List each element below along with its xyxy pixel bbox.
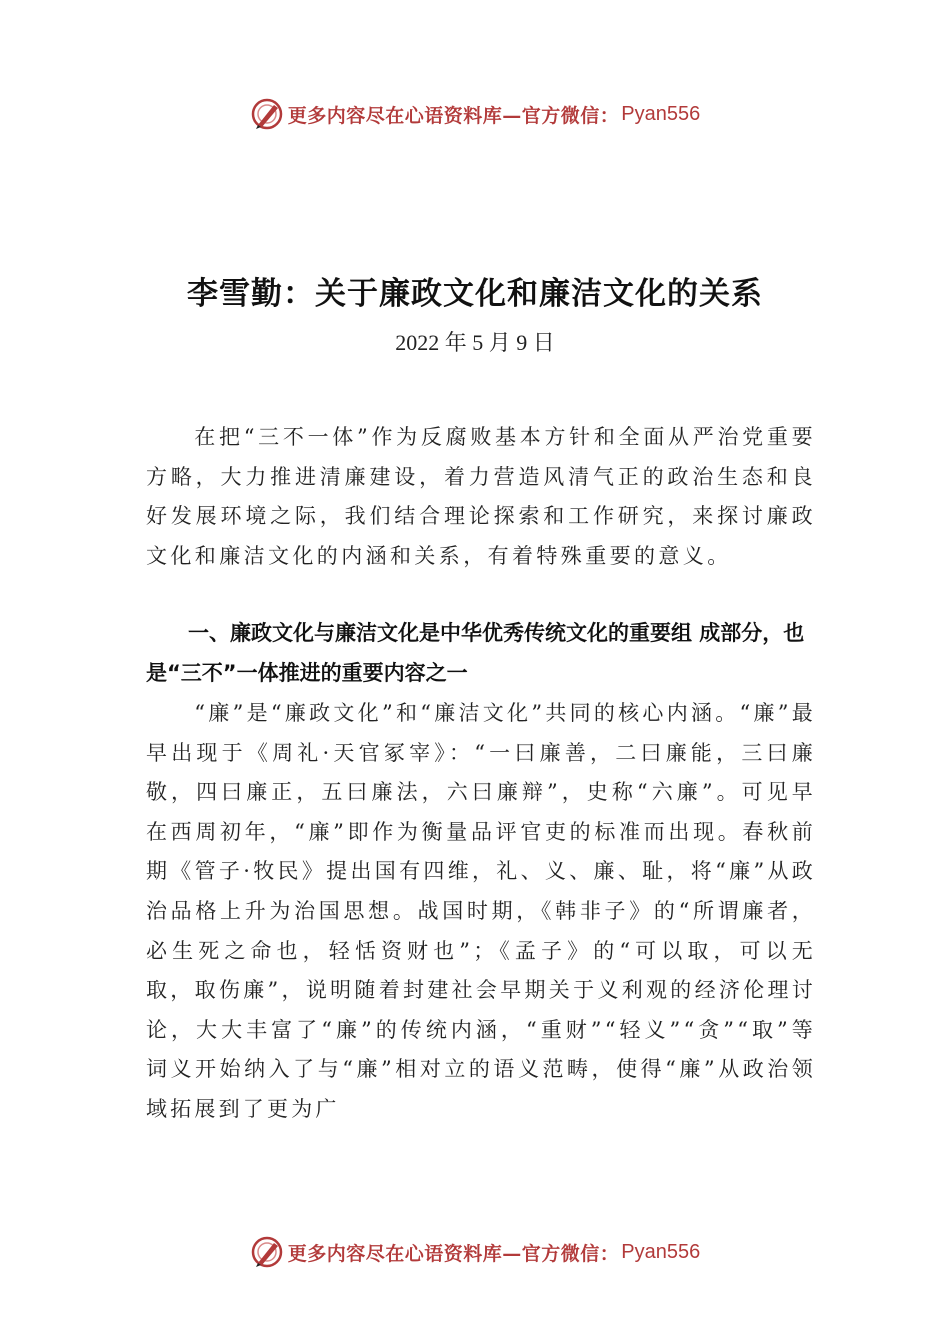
watermark-wechat-id: Pyan556: [621, 1240, 701, 1263]
document-date: 2022 年 5 月 9 日: [395, 330, 555, 355]
document-title: 李雪勤：关于廉政文化和廉洁文化的关系: [187, 276, 763, 312]
pen-logo-icon: [250, 1235, 284, 1269]
intro-paragraph: 在把“三不一体”作为反腐败基本方针和全面从严治党重要方略，大力推进清廉建设，着力营造风清气正的政治生态和良好发展环境之际，我们结合理论探索和工作研究，来探讨廉政文化和廉洁文化的内涵和关系，有着特殊重要的意义。: [146, 425, 816, 568]
watermark-banner-top: [0, 94, 950, 134]
watermark-wechat-id: Pyan556: [621, 102, 701, 125]
watermark-text: 更多内容尽在心语资料库—官方微信：: [287, 1242, 620, 1265]
body-paragraph-2: “廉”是“廉政文化”和“廉洁文化”共同的核心内涵。“廉”最早出现于《周礼·天官冢宰》：“一曰廉善，二曰廉能，三曰廉敬，四曰廉正，五曰廉法，六曰廉辩”，史称“六廉”。可见早在西周初年，“廉”即作为衡量品评官吏的标准而出现。春秋前期《管子·牧民》提出国有四维，礼、义、廉、耻，将“廉”从政治品格上升为治国思想。战国时期，《韩非子》的“所谓廉者，必生死之命也，轻恬资财也”；《孟子》的“可以取，可以无取，取伤廉”，说明随着封建社会早期关于义利观的经济伦理讨论，大大丰富了“廉”的传统内涵，“重财”“轻义”“贪”“取”等词义开始纳入了与“廉”相对立的语义范畴，使得“廉”从政治领域拓展到了更为广: [146, 701, 816, 1121]
watermark-banner-bottom: [0, 1232, 950, 1272]
section-heading-1: 一、廉政文化与廉洁文化是中华优秀传统文化的重要组 成部分，也是“三不”一体推进的重要内容之一: [146, 621, 805, 685]
watermark-text: 更多内容尽在心语资料库—官方微信：: [287, 104, 620, 127]
pen-logo-icon: [250, 97, 284, 131]
